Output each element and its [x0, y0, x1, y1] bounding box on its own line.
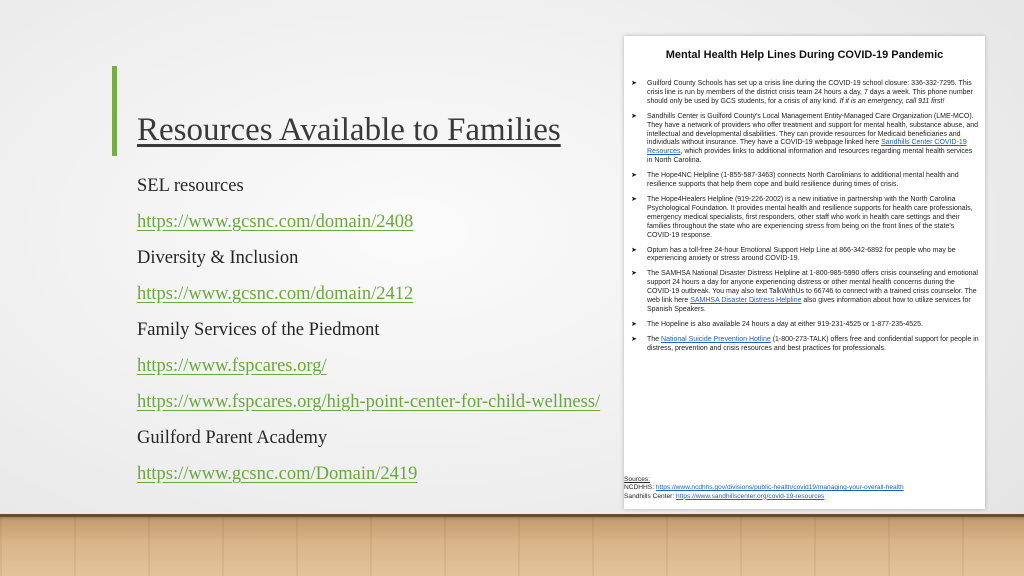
suicide-prevention-link[interactable]: National Suicide Prevention Hotline	[661, 335, 771, 343]
helpline-list	[631, 80, 979, 360]
source-ncdhhs: NCDHHS: https://www.ncdhhs.gov/divisions/public-health/covid19/managing-your-overall-health	[624, 484, 904, 492]
helpline-text: The SAMHSA National Disaster Distress Helpline at 1-800-985-5990 offers crisis counseling and emotional support 24 hours a day for anyone experiencing distress or other mental health concerns during the COVID-19 outbreak. You may also text TalkWithUs to 66746 to connect with a trained crisis counselor. The web link here SAMHSA Disaster Distress Helpline also gives information about how to utilize services for Spanish Speakers.	[647, 270, 978, 313]
helpline-item	[631, 80, 979, 107]
helpline-text: Guilford County Schools has set up a crisis line during the COVID-19 school closure: 336-332-7295. This crisis line is run by members of the district crisis team 24 hours a day, 7 days a week. This phone number should only be used by GCS students, for a crisis of any kind. If it is an emergency, call 911 first!	[647, 80, 973, 105]
arrow-bullet-icon: ➤	[631, 335, 637, 343]
document-title: Mental Health Help Lines During COVID-19 Pandemic	[665, 49, 944, 61]
helpline-item	[631, 321, 979, 330]
arrow-bullet-icon: ➤	[631, 246, 637, 254]
resource-label-parent-academy: Guilford Parent Academy	[137, 428, 328, 448]
wood-floor-decoration	[0, 514, 1024, 576]
resource-link-fspcares-high-point[interactable]: https://www.fspcares.org/high-point-center-for-child-wellness/	[137, 392, 601, 412]
samhsa-helpline-link[interactable]: SAMHSA Disaster Distress Helpline	[690, 297, 802, 305]
source-sandhills: Sandhills Center: https://www.sandhillscenter.org/covid-19-resources	[624, 492, 825, 500]
helpline-item	[631, 172, 979, 190]
sources-label: Sources:	[624, 476, 651, 483]
resource-link-parent-academy[interactable]: https://www.gcsnc.com/Domain/2419	[137, 464, 418, 484]
arrow-bullet-icon: ➤	[631, 172, 637, 180]
slide-title: Resources Available to Families	[137, 112, 561, 148]
resource-link-fspcares[interactable]: https://www.fspcares.org/	[137, 356, 327, 376]
helpline-text: The Hopeline is also available 24 hours a day at either 919-231-4525 or 1-877-235-4525.	[647, 320, 923, 328]
arrow-bullet-icon: ➤	[631, 320, 637, 328]
helpline-text: Optum has a toll-free 24-hour Emotional Support Help Line at 866-342-6892 for people who may be experiencing anxiety or stress around COVID-19.	[647, 246, 956, 263]
arrow-bullet-icon: ➤	[631, 195, 637, 203]
helpline-item	[631, 247, 979, 265]
emergency-note: If it is an emergency, call 911 first!	[839, 97, 945, 105]
arrow-bullet-icon: ➤	[631, 270, 637, 278]
title-accent-bar	[112, 66, 117, 156]
helpline-item	[631, 113, 979, 166]
resource-link-diversity[interactable]: https://www.gcsnc.com/domain/2412	[137, 284, 414, 304]
helpline-text: The Hope4Healers Helpline (919-226-2002) is a new initiative in partnership with the North Carolina Psychological Foundation. It provides mental health and resilience supports for health care professionals, emergency medical specialists, first responders, other staff who work in health care settings and their families throughout the state who are experiencing stress from being on the front lines of the state's COVID-19 response.	[647, 195, 973, 239]
helplines-document-image	[624, 36, 985, 509]
helpline-text: The National Suicide Prevention Hotline (1-800-273-TALK) offers free and confidential support for people in distress, prevention and crisis resources and best practices for professionals.	[647, 335, 979, 352]
resource-label-diversity: Diversity & Inclusion	[137, 248, 299, 268]
ncdhhs-link[interactable]: https://www.ncdhhs.gov/divisions/public-health/covid19/managing-your-overall-health	[655, 484, 904, 492]
helpline-text: The Hope4NC Helpline (1-855-587-3463) connects North Carolinians to additional mental health and resilience supports that help them cope and build resilience during times of crisis.	[647, 172, 959, 189]
helpline-item	[631, 196, 979, 241]
sandhills-covid-link[interactable]: Sandhills Center COVID-19 Resources	[647, 139, 967, 156]
helpline-text: Sandhills Center is Guilford County's Local Management Entity-Managed Care Organization (LME-MCO). They have a network of providers who offer treatment and support for mental health, substance abuse, and intellectual and developmental disabilities. They can provide resources for Medicaid beneficiaries and individuals without insurance. They have a COVID-19 webpage linked here Sandhills Center COVID-19 Resources, which provides links to additional information and resources regarding mental health services in North Carolina.	[647, 112, 979, 165]
resource-label-family-services: Family Services of the Piedmont	[137, 320, 380, 340]
helpline-item	[631, 336, 979, 354]
arrow-bullet-icon: ➤	[631, 112, 637, 120]
resource-link-sel[interactable]: https://www.gcsnc.com/domain/2408	[137, 212, 414, 232]
resource-label-sel: SEL resources	[137, 176, 244, 196]
sandhills-link[interactable]: https://www.sandhillscenter.org/covid-19-resources	[676, 492, 825, 500]
document-sources	[624, 476, 985, 501]
arrow-bullet-icon: ➤	[631, 80, 637, 87]
resources-list	[137, 174, 617, 498]
helpline-item	[631, 270, 979, 315]
